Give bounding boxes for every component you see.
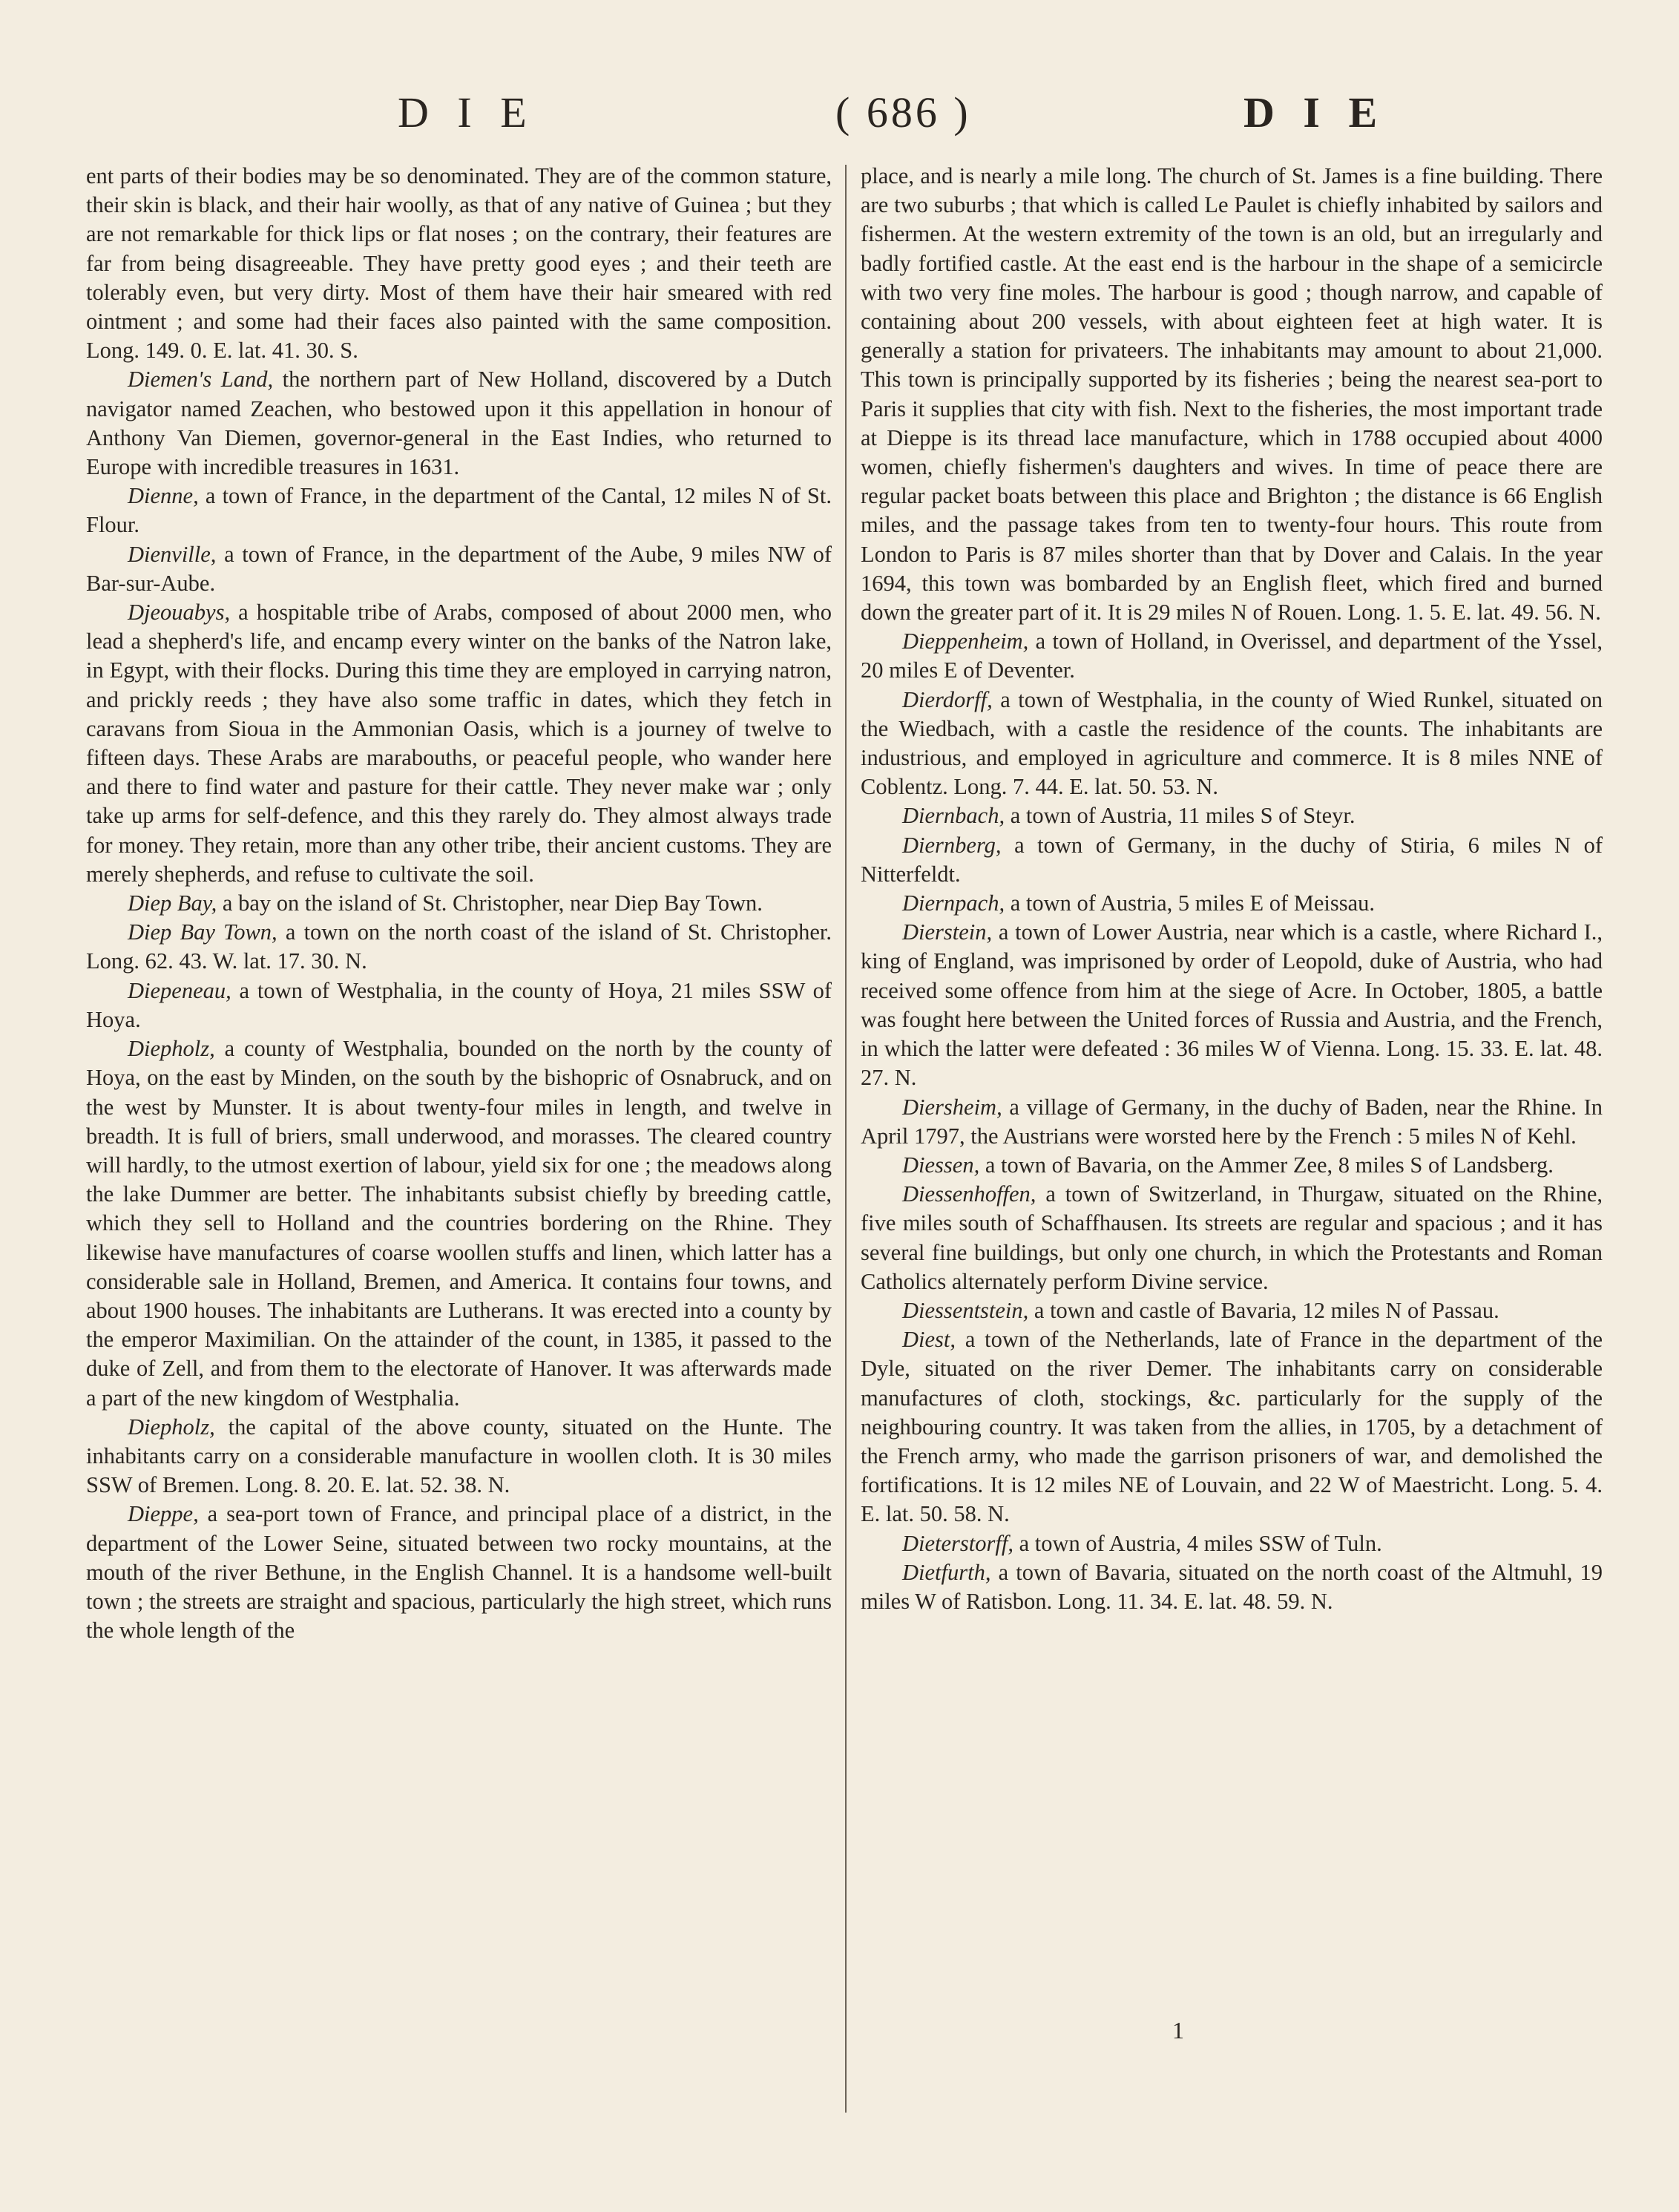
entry-text: ent parts of their bodies may be so denominated. They are of the common stature, their skin is black, and their hair woolly, as that of any native of Guinea ; but they are not remarkable for thick lips or flat noses ; on the contrary, their features are far from being disagreeable. They have pretty good eyes ; and their teeth are tolerably even, but very dirty. Most of them have their hair smeared with red ointment ; and some had their faces also painted with the same composition. Long. 149. 0. E. lat. 41. 30. S. (86, 163, 832, 364)
entry-text: a hospitable tribe of Arabs, composed of about 2000 men, who lead a shepherd's life, and encamp every winter on the banks of the Natron lake, in Egypt, with their flocks. During this time they are employed in carrying natron, and prickly reeds ; they have also some traffic in dates, which they fetch in caravans from Sioua in the Ammonian Oasis, which is a journey of twelve to fifteen days. These Arabs are marabouths, or peaceful people, who wander here and there to find water and pasture for their cattle. They never make war ; only take up arms for self-defence, and this they rarely do. They almost always trade for money. They retain, more than any other tribe, their ancient customs. They are merely shepherds, and refuse to cultivate the soil. (86, 600, 832, 887)
signature-mark: 1 (1172, 2017, 1184, 2044)
right-column (861, 162, 1603, 1616)
gazetteer-entry (86, 918, 832, 976)
gazetteer-entry (86, 540, 832, 598)
entry-text: a village of Germany, in the duchy of Baden, near the Rhine. In April 1797, the Austrians were worsted here by the French : 5 miles N of Kehl. (861, 1094, 1603, 1149)
entry-headword: Diessentstein, (902, 1297, 1029, 1323)
entry-headword: Dieppenheim, (902, 629, 1029, 654)
gazetteer-entry (861, 801, 1603, 830)
gazetteer-entry (861, 1151, 1603, 1180)
entry-text: a town of Holland, in Overissel, and department of the Yssel, 20 miles E of Deventer. (861, 629, 1603, 683)
entry-headword: Diessen, (902, 1152, 980, 1178)
page-number: ( 686 ) (835, 88, 971, 137)
gazetteer-entry (861, 1558, 1603, 1616)
running-header (86, 88, 1607, 147)
entry-text: a town on the north coast of the island of St. Christopher. Long. 62. 43. W. lat. 17. 30. N. (86, 919, 832, 974)
entry-headword: Dienne, (128, 483, 199, 509)
gazetteer-entry (86, 598, 832, 889)
entry-text: a county of Westphalia, bounded on the north by the county of Hoya, on the east by Minden, on the south by the bishopric of Osnabruck, and on the west by Munster. It is about twenty-four miles in length, and twelve in breadth. It is full of briers, small underwood, and morasses. The cleared country will hardly, to the utmost exertion of labour, yield six for one ; the meadows along the lake Dummer are better. The inhabitants subsist chiefly by breeding cattle, which they sell to Holland and the countries bordering on the Rhine. They likewise have manufactures of coarse woollen stuffs and linen, which latter has a considerable sale in Holland, Bremen, and America. It contains four towns, and about 1900 houses. The inhabitants are Lutherans. It was erected into a county by the emperor Maximilian. On the attainder of the count, in 1385, it passed to the duke of Zell, and from them to the electorate of Hanover. It was afterwards made a part of the new kingdom of Westphalia. (86, 1036, 832, 1411)
gazetteer-entry (861, 1296, 1603, 1325)
entry-text: the northern part of New Holland, discovered by a Dutch navigator named Zeachen, who bestowed upon it this appellation in honour of Anthony Van Diemen, governor-general in the East Indies, who returned to Europe with incredible treasures in 1631. (86, 367, 832, 480)
gazetteer-entry (861, 1325, 1603, 1529)
header-left-title: D I E (398, 88, 536, 137)
entry-headword: Diernberg, (902, 832, 1002, 858)
entry-headword: Dierstein, (902, 919, 993, 945)
gazetteer-entry (86, 1413, 832, 1500)
entry-headword: Diernbach, (902, 803, 1005, 829)
entry-headword: Dierdorff, (902, 686, 993, 712)
entry-headword: Diepeneau, (128, 977, 231, 1003)
entry-headword: Diemen's Land, (128, 367, 274, 393)
gazetteer-entry (861, 1093, 1603, 1151)
gazetteer-entry (861, 918, 1603, 1092)
gazetteer-entry (861, 627, 1603, 685)
entry-text: place, and is nearly a mile long. The church of St. James is a fine building. There are two suburbs ; that which is called Le Paulet is chiefly inhabited by sailors and fishermen. At the western extremity of the town is an old, but an irregularly and badly fortified castle. At the east end is the harbour in the shape of a semicircle with two very fine moles. The harbour is good ; though narrow, and capable of containing about 200 vessels, with about eighteen feet at high water. It is generally a station for privateers. The inhabitants may amount to about 21,000. This town is principally supported by its fisheries ; being the nearest sea-port to Paris it supplies that city with fish. Next to the fisheries, the most important trade at Dieppe is its thread lace manufacture, which in 1788 occupied about 4000 women, chiefly fishermen's daughters and wives. In time of peace there are regular packet boats between this place and Brighton ; the distance is 66 English miles, and the passage takes from ten to twenty-four hours. This route from London to Paris is 87 miles shorter than that by Dover and Calais. In the year 1694, this town was bombarded by an English fleet, which fired and burned down the greater part of it. It is 29 miles N of Rouen. Long. 1. 5. E. lat. 49. 56. N. (861, 163, 1603, 626)
gazetteer-entry (861, 1180, 1603, 1296)
entry-continuation (86, 162, 832, 365)
entry-headword: Djeouabys, (128, 600, 231, 626)
entry-text: a town of Bavaria, situated on the north coast of the Altmuhl, 19 miles W of Ratisbon. Long. 11. 34. E. lat. 48. 59. N. (861, 1559, 1603, 1614)
entry-headword: Diep Bay, (128, 890, 217, 916)
entry-headword: Diessenhoffen, (902, 1181, 1036, 1207)
entry-text: a town of Germany, in the duchy of Stiria, 6 miles N of Nitterfeldt. (861, 832, 1603, 887)
entry-headword: Diepholz, (128, 1036, 215, 1062)
entry-headword: Dienville, (128, 541, 217, 567)
entry-text: a town of Lower Austria, near which is a castle, where Richard I., king of England, was imprisoned by order of Leopold, duke of Austria, who had received some offence from him at the siege of Acre. In October, 1805, a battle was fought here between the United forces of Russia and Austria, and the French, in which the latter were defeated : 36 miles W of Vienna. Long. 15. 33. E. lat. 48. 27. N. (861, 919, 1603, 1091)
entry-headword: Diepholz, (128, 1414, 215, 1440)
entry-text: a town of Switzerland, in Thurgaw, situated on the Rhine, five miles south of Schaffhausen. Its streets are regular and spacious ; and it has several fine buildings, but only one church, in which the Protestants and Roman Catholics alternately perform Divine service. (861, 1181, 1603, 1294)
entry-text: a town of Bavaria, on the Ammer Zee, 8 miles S of Landsberg. (985, 1152, 1554, 1178)
entry-text: a town of France, in the department of the Cantal, 12 miles N of St. Flour. (86, 483, 832, 538)
entry-headword: Diernpach, (902, 890, 1005, 916)
entry-headword: Diep Bay Town, (128, 919, 277, 945)
entry-headword: Dietfurth, (902, 1559, 991, 1585)
entry-text: a town of Austria, 4 miles SSW of Tuln. (1019, 1530, 1382, 1556)
gazetteer-entry (86, 365, 832, 482)
gazetteer-entry (861, 686, 1603, 802)
gazetteer-entry (86, 889, 832, 918)
entry-text: a town of the Netherlands, late of France in the department of the Dyle, situated on the river Demer. The inhabitants carry on considerable manufactures of cloth, stockings, &c. particularly for the supply of the neighbouring country. It was taken from the allies, in 1705, by a detachment of the French army, who made the garrison prisoners of war, and demolished the fortifications. It is 12 miles NE of Louvain, and 22 W of Maestricht. Long. 5. 4. E. lat. 50. 58. N. (861, 1327, 1603, 1527)
gazetteer-entry (861, 831, 1603, 889)
entry-text: a town and castle of Bavaria, 12 miles N of Passau. (1034, 1297, 1499, 1323)
entry-text: a town of Austria, 11 miles S of Steyr. (1010, 803, 1356, 829)
gazetteer-entry (86, 977, 832, 1034)
entry-headword: Diest, (902, 1327, 956, 1353)
gazetteer-entry (86, 482, 832, 539)
entry-headword: Dieppe, (128, 1501, 199, 1527)
gazetteer-entry (86, 1500, 832, 1645)
entry-text: the capital of the above county, situated on the Hunte. The inhabitants carry on a considerable manufacture in woollen cloth. It is 30 miles SSW of Bremen. Long. 8. 20. E. lat. 52. 38. N. (86, 1414, 832, 1498)
entry-text: a town of Westphalia, in the county of Hoya, 21 miles SSW of Hoya. (86, 977, 832, 1032)
column-divider (845, 165, 847, 2113)
gazetteer-entry (86, 1034, 832, 1413)
entry-text: a bay on the island of St. Christopher, near Diep Bay Town. (222, 890, 763, 916)
entry-headword: Dieterstorff, (902, 1530, 1013, 1556)
entry-text: a town of France, in the department of the Aube, 9 miles NW of Bar-sur-Aube. (86, 541, 832, 596)
gazetteer-entry (861, 1529, 1603, 1558)
entry-text: a sea-port town of France, and principal place of a district, in the department of the Lower Seine, situated between two rocky mountains, at the mouth of the river Bethune, in the English Channel. It is a handsome well-built town ; the streets are straight and spacious, particularly the high street, which runs the whole length of the (86, 1501, 832, 1644)
entry-text: a town of Westphalia, in the county of Wied Runkel, situated on the Wiedbach, with a castle the residence of the counts. The inhabitants are industrious, and employed in agriculture and commerce. It is 8 miles NNE of Coblentz. Long. 7. 44. E. lat. 50. 53. N. (861, 686, 1603, 800)
entry-text: a town of Austria, 5 miles E of Meissau. (1010, 890, 1376, 916)
gazetteer-entry (861, 889, 1603, 918)
entry-continuation (861, 162, 1603, 627)
entry-headword: Diersheim, (902, 1094, 1002, 1120)
header-right-title: D I E (1243, 88, 1387, 137)
left-column (86, 162, 832, 1645)
